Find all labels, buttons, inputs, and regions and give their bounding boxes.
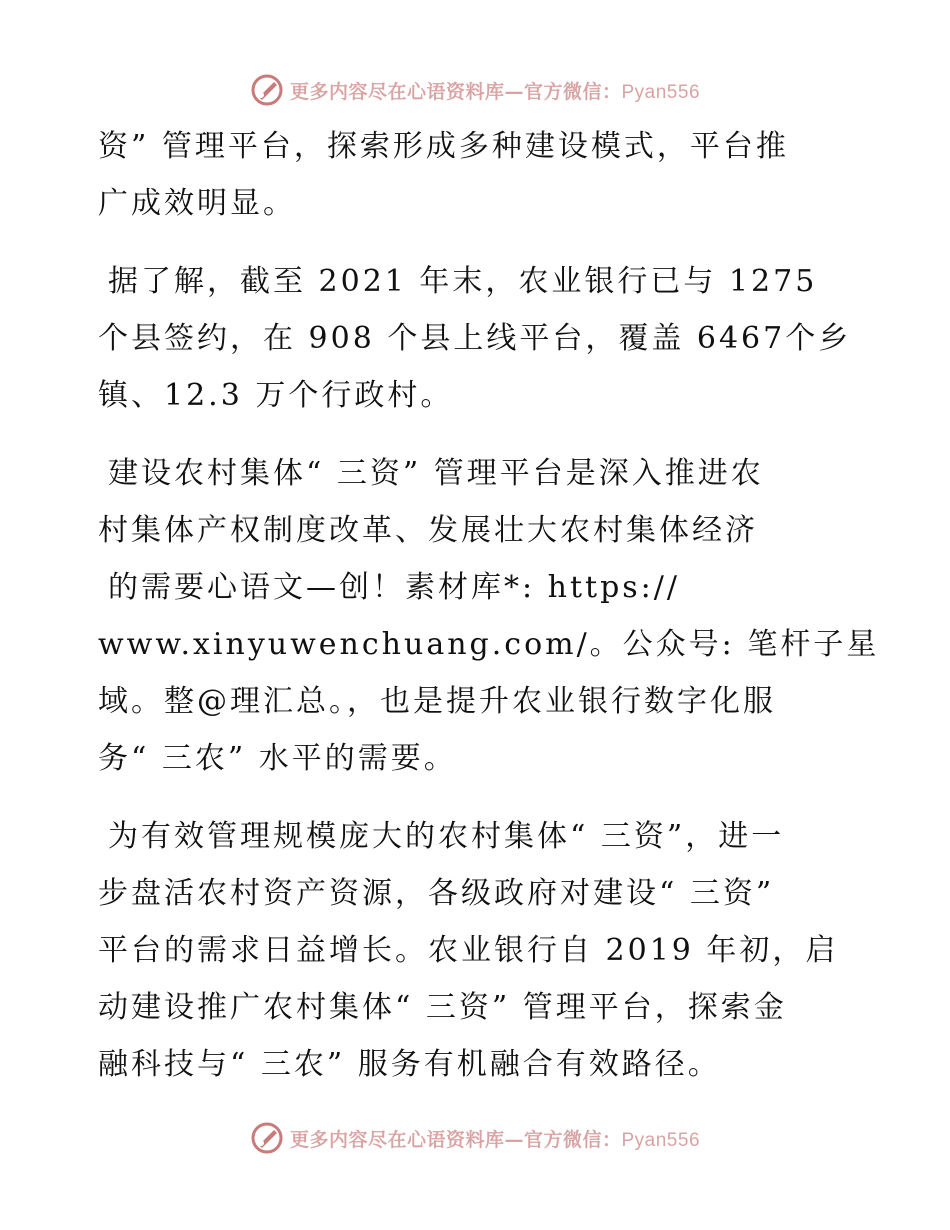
- text-line: 资” 管理平台，探索形成多种建设模式，平台推: [98, 129, 789, 164]
- footer-watermark: [0, 1118, 950, 1158]
- watermark-handle: Pyan556: [621, 81, 701, 103]
- text-line: 的需要心语文—创！素材库*: https://: [108, 570, 680, 605]
- header-watermark: [0, 70, 950, 110]
- text-line: 融科技与“ 三农” 服务有机融合有效路径。: [98, 1047, 721, 1082]
- watermark-handle: Pyan556: [621, 1129, 701, 1151]
- document-body: [98, 118, 880, 1114]
- text-line: 动建设推广农村集体“ 三资” 管理平台，探索金: [98, 990, 787, 1025]
- text-line: 广成效明显。: [98, 186, 296, 221]
- paragraph: [98, 445, 880, 787]
- text-line: 个县签约，在 908 个县上线平台，覆盖 6467个乡: [98, 321, 852, 356]
- text-line: 建设农村集体“ 三资” 管理平台是深入推进农: [108, 456, 764, 491]
- text-line: 步盘活农村资产资源，各级政府对建设“ 三资”: [98, 876, 775, 911]
- watermark-text: [290, 77, 700, 104]
- pen-logo-icon: [250, 1121, 284, 1155]
- paragraph: [98, 808, 868, 1093]
- watermark-label: 更多内容尽在心语资料库—官方微信：: [289, 1128, 622, 1151]
- text-line: 镇、12.3 万个行政村。: [98, 378, 454, 413]
- paragraph: [98, 118, 868, 232]
- watermark-text: [290, 1125, 700, 1152]
- text-line: 为有效管理规模庞大的农村集体“ 三资”，进一: [108, 819, 785, 854]
- text-line: 务“ 三农” 水平的需要。: [98, 741, 457, 776]
- text-line: www.xinyuwenchuang.com/。公众号: 笔杆子星: [98, 627, 880, 662]
- text-line: 平台的需求日益增长。农业银行自 2019 年初，启: [98, 933, 839, 968]
- pen-logo-icon: [250, 73, 284, 107]
- paragraph: [98, 253, 868, 424]
- text-line: 域。整@理汇总。，也是提升农业银行数字化服: [98, 684, 776, 719]
- text-line: 据了解，截至 2021 年末，农业银行已与 1275: [108, 264, 818, 299]
- text-line: 村集体产权制度改革、发展壮大农村集体经济: [98, 513, 758, 548]
- watermark-label: 更多内容尽在心语资料库—官方微信：: [289, 80, 622, 103]
